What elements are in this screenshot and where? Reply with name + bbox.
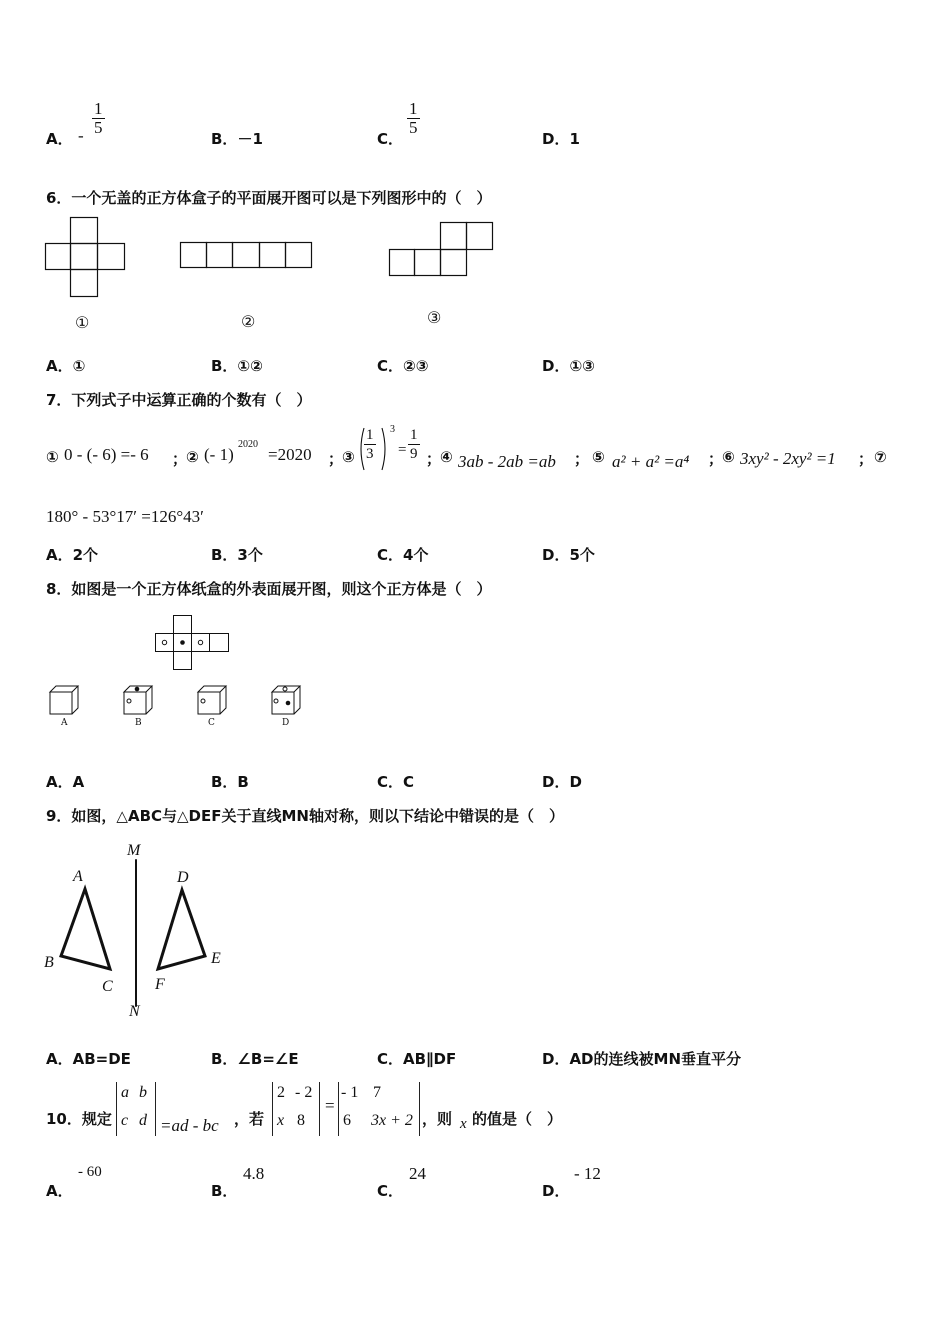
cube-a [46,684,84,716]
q5-option-b[interactable] [211,128,263,149]
net-figure-1 [44,216,126,300]
variable-x: x [460,1116,467,1132]
q9-stem: 9．如图，△ABC与△DEF关于直线MN轴对称，则以下结论中错误的是（ ） [46,807,564,825]
q7-option-d[interactable]: D．5个 [542,546,595,564]
q10-prefix: 10．规定 [46,1110,112,1128]
expr-6: 3xy² - 2xy² =1 [740,449,836,468]
item-2-marker: ② [186,448,199,466]
q8-option-d[interactable]: D．D [542,773,582,791]
expr-2-exponent: 2020 [238,439,258,450]
denominator: 5 [94,118,103,137]
label-d: D [177,869,189,886]
cell-b: b [139,1084,147,1101]
cell-c: x [277,1112,285,1129]
item-7-marker: ⑦ [874,448,887,466]
q7-option-b[interactable]: B．3个 [211,546,263,564]
expr-3-exponent: 3 [390,424,395,435]
cell-d: 8 [297,1112,305,1129]
expr-7: 180° - 53°17′ =126°43′ [46,507,204,526]
label-n: N [129,1003,140,1020]
q6-stem: 6．一个无盖的正方体盒子的平面展开图可以是下列图形中的（ ） [46,189,492,207]
option-label: D． [542,130,570,148]
cell-b: 7 [373,1084,381,1101]
expr-2-base: (- 1) [204,445,234,464]
cell-c: c [121,1112,129,1129]
cube-c [194,684,232,716]
expr-3-result-fraction [408,426,420,463]
option-label: C． [377,130,404,148]
separator: ； [708,450,724,468]
option-label: B． [211,130,238,148]
cube-label-c: C [208,718,215,728]
separator: ； [858,450,874,468]
q10-if: ，若 [234,1110,265,1128]
net-figure-2 [179,241,315,271]
q5-option-d[interactable] [542,128,580,149]
option-label: C． [377,1182,404,1200]
denominator: 3 [366,446,374,462]
cell-a: a [121,1084,129,1101]
q9-option-c[interactable]: C．AB∥DF [377,1050,457,1068]
def-rhs: =ad - bc [160,1116,219,1135]
q8-stem: 8．如图是一个正方体纸盒的外表面展开图，则这个正方体是（ ） [46,580,492,598]
cube-label-b: B [135,718,142,728]
numerator: 1 [410,427,418,443]
q9-option-b[interactable]: B．∠B=∠E [211,1050,299,1068]
fraction [407,100,420,137]
q7-expressions [46,420,946,490]
item-4-marker: ④ [440,448,453,466]
expr-4: 3ab - 2ab =ab [458,452,556,471]
denominator: 9 [410,446,418,462]
label-e: E [211,950,221,967]
denominator: 5 [409,118,418,137]
separator: ； [328,450,344,468]
option-label: A． [46,1182,73,1200]
symmetry-figure [40,838,240,1024]
q6-option-d[interactable]: D．①③ [542,357,595,375]
expr-3-fraction [364,426,376,463]
minus-sign: - [78,126,84,145]
option-label: B． [211,1182,238,1200]
option-label: D． [542,1182,570,1200]
label-f: F [155,976,165,993]
cell-b: - 2 [295,1084,313,1101]
q9-option-a[interactable]: A．AB=DE [46,1050,131,1068]
equals: = [325,1096,335,1115]
option-label: A． [46,130,73,148]
q9-option-d[interactable]: D．AD的连线被MN垂直平分 [542,1050,741,1068]
numerator: 1 [366,427,374,443]
cube-d [268,684,306,716]
expr-2-rhs: =2020 [268,445,312,464]
cell-a: - 1 [341,1084,359,1101]
item-5-marker: ⑤ [592,448,605,466]
option-value: 1 [569,130,580,148]
label-a: A [73,868,83,885]
fig-label-1: ① [75,315,90,332]
option-value: －1 [237,130,263,148]
cube-net-figure [154,614,234,672]
separator: ； [172,450,188,468]
option-value: 24 [409,1164,426,1183]
separator: ； [574,450,590,468]
q10-then: ，则 [422,1110,453,1128]
q8-option-a[interactable]: A．A [46,773,85,791]
net-figure-3 [388,221,496,279]
q7-option-a[interactable]: A．2个 [46,546,99,564]
label-b: B [44,954,54,971]
q6-option-b[interactable]: B．①② [211,357,263,375]
option-value: - 12 [574,1164,601,1183]
matrix-2 [338,1082,420,1136]
cell-d: d [139,1112,147,1129]
cell-d: 3x + 2 [371,1112,413,1129]
q6-option-a[interactable]: A．① [46,357,86,375]
option-value: 4.8 [243,1164,265,1183]
item-3-marker: ③ [342,448,355,466]
matrix-1 [272,1082,320,1136]
cube-label-d: D [282,718,290,728]
fig-label-2: ② [241,314,256,331]
numerator: 1 [409,99,418,118]
q8-option-b[interactable]: B．B [211,773,249,791]
label-c: C [102,978,113,995]
q7-option-c[interactable]: C．4个 [377,546,429,564]
numerator: 1 [94,99,103,118]
equals: = [398,442,407,458]
q7-stem: 7．下列式子中运算正确的个数有（ ） [46,391,312,409]
q10-stem [46,1080,926,1140]
def-determinant [116,1082,156,1136]
label-m: M [127,842,141,859]
fraction [92,100,105,137]
q10-suffix: 的值是（ ） [472,1110,563,1128]
item-6-marker: ⑥ [722,448,735,466]
expr-1: 0 - (- 6) =- 6 [64,445,149,464]
cube-b [120,684,158,716]
separator: ； [426,450,442,468]
q8-option-c[interactable]: C．C [377,773,415,791]
cell-c: 6 [343,1112,351,1129]
cube-label-a: A [61,718,68,728]
item-1-marker: ① [46,448,59,466]
option-value: - 60 [78,1164,102,1180]
fig-label-3: ③ [427,310,442,327]
expr-5: a² + a² =a⁴ [612,452,690,471]
cell-a: 2 [277,1084,285,1101]
q6-option-c[interactable]: C．②③ [377,357,429,375]
